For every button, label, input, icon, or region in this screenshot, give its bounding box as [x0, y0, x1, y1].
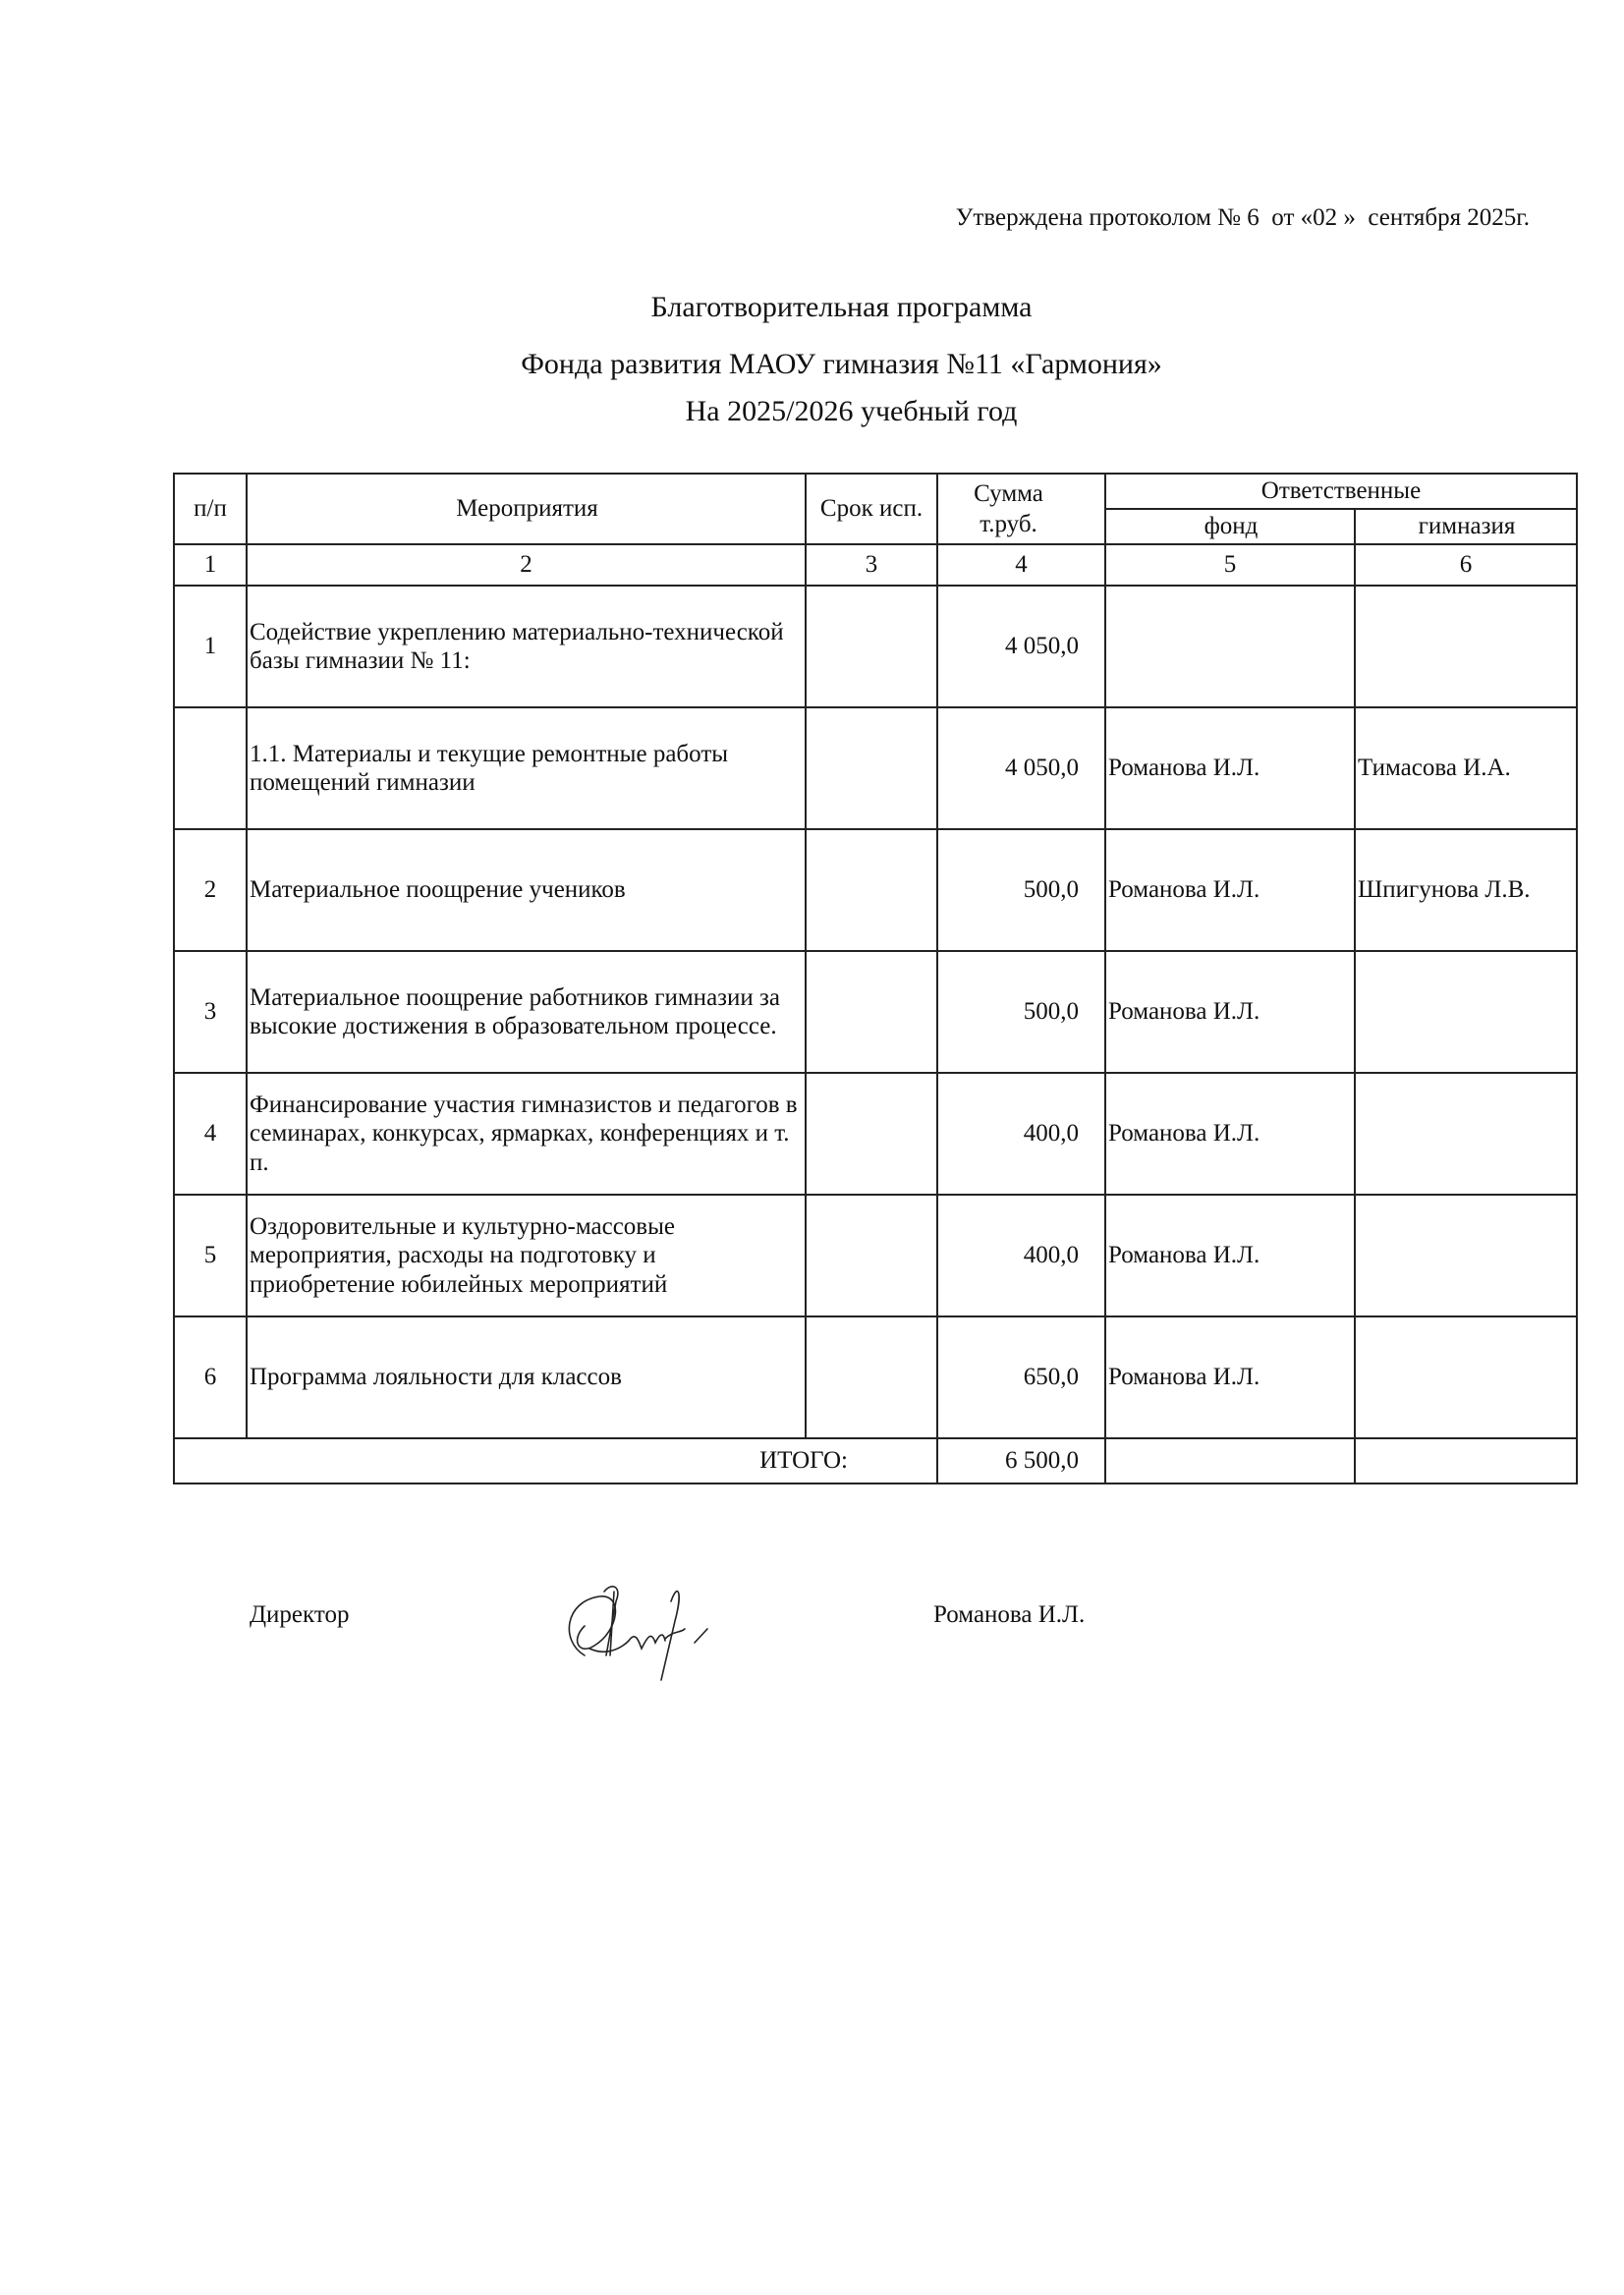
program-table — [173, 473, 1578, 1484]
row-fund — [1105, 586, 1355, 707]
row-num: 5 — [174, 1195, 247, 1316]
total-fund — [1105, 1438, 1355, 1483]
table-row — [174, 1073, 1577, 1195]
total-label: ИТОГО: — [174, 1438, 937, 1483]
row-activity: Материальное поощрение учеников — [247, 829, 806, 951]
row-activity: 1.1. Материалы и текущие ремонтные работы помещений гимназии — [247, 707, 806, 829]
total-row — [174, 1438, 1577, 1483]
document-subtitle: Фонда развития МАОУ гимназия №11 «Гармония» — [521, 348, 1162, 380]
document-title: Благотворительная программа — [650, 291, 1033, 323]
header-row — [174, 474, 1577, 509]
handwritten-signature-icon — [545, 1562, 761, 1690]
row-num — [174, 707, 247, 829]
row-gymnasium — [1355, 586, 1577, 707]
row-gymnasium — [1355, 1195, 1577, 1316]
row-activity: Оздоровительные и культурно-массовые мероприятия, расходы на подготовку и приобретение юбилейных мероприятий — [247, 1195, 806, 1316]
row-fund: Романова И.Л. — [1105, 1316, 1355, 1438]
header-term: Срок исп. — [806, 474, 937, 544]
row-gymnasium: Тимасова И.А. — [1355, 707, 1577, 829]
row-activity: Программа лояльности для классов — [247, 1316, 806, 1438]
header-num: п/п — [174, 474, 247, 544]
header-responsible: Ответственные — [1105, 474, 1577, 509]
row-term — [806, 829, 937, 951]
row-gymnasium — [1355, 951, 1577, 1073]
total-sum: 6 500,0 — [937, 1438, 1105, 1483]
row-term — [806, 1195, 937, 1316]
row-gymnasium — [1355, 1316, 1577, 1438]
row-term — [806, 1073, 937, 1195]
row-fund: Романова И.Л. — [1105, 951, 1355, 1073]
column-number: 3 — [806, 544, 937, 586]
table-row — [174, 1195, 1577, 1316]
row-num: 1 — [174, 586, 247, 707]
column-number: 6 — [1355, 544, 1577, 586]
table-row — [174, 707, 1577, 829]
column-number: 2 — [247, 544, 806, 586]
row-term — [806, 707, 937, 829]
row-term — [806, 586, 937, 707]
row-num: 2 — [174, 829, 247, 951]
row-num: 6 — [174, 1316, 247, 1438]
column-number: 4 — [937, 544, 1105, 586]
signatory-position: Директор — [250, 1601, 350, 1628]
row-activity: Материальное поощрение работников гимназии за высокие достижения в образовательном процессе. — [247, 951, 806, 1073]
row-sum: 4 050,0 — [937, 586, 1105, 707]
signatory-name: Романова И.Л. — [933, 1601, 1086, 1628]
row-sum: 400,0 — [937, 1073, 1105, 1195]
table-row — [174, 1316, 1577, 1438]
row-sum: 400,0 — [937, 1195, 1105, 1316]
row-sum: 650,0 — [937, 1316, 1105, 1438]
row-fund: Романова И.Л. — [1105, 829, 1355, 951]
row-activity: Содействие укреплению материально-технической базы гимназии № 11: — [247, 586, 806, 707]
row-term — [806, 1316, 937, 1438]
row-term — [806, 951, 937, 1073]
header-sum — [937, 474, 1105, 544]
row-fund: Романова И.Л. — [1105, 1073, 1355, 1195]
column-number: 5 — [1105, 544, 1355, 586]
row-sum: 500,0 — [937, 951, 1105, 1073]
total-gymnasium — [1355, 1438, 1577, 1483]
row-num: 4 — [174, 1073, 247, 1195]
row-gymnasium: Шпигунова Л.В. — [1355, 829, 1577, 951]
header-fund: фонд — [1105, 509, 1355, 544]
table-row — [174, 586, 1577, 707]
header-gymnasium: гимназия — [1355, 509, 1577, 544]
row-fund: Романова И.Л. — [1105, 707, 1355, 829]
row-activity: Финансирование участия гимназистов и педагогов в семинарах, конкурсах, ярмарках, конференциях и т. п. — [247, 1073, 806, 1195]
column-number-row — [174, 544, 1577, 586]
header-sum-label: Сумма т.руб. — [974, 479, 1043, 537]
header-activity: Мероприятия — [247, 474, 806, 544]
column-number: 1 — [174, 544, 247, 586]
document-period: На 2025/2026 учебный год — [685, 395, 1018, 427]
table-row — [174, 951, 1577, 1073]
row-num: 3 — [174, 951, 247, 1073]
table-row — [174, 829, 1577, 951]
row-sum: 4 050,0 — [937, 707, 1105, 829]
row-gymnasium — [1355, 1073, 1577, 1195]
row-fund: Романова И.Л. — [1105, 1195, 1355, 1316]
approval-note: Утверждена протоколом № 6 от «02 » сентября 2025г. — [955, 204, 1530, 231]
row-sum: 500,0 — [937, 829, 1105, 951]
